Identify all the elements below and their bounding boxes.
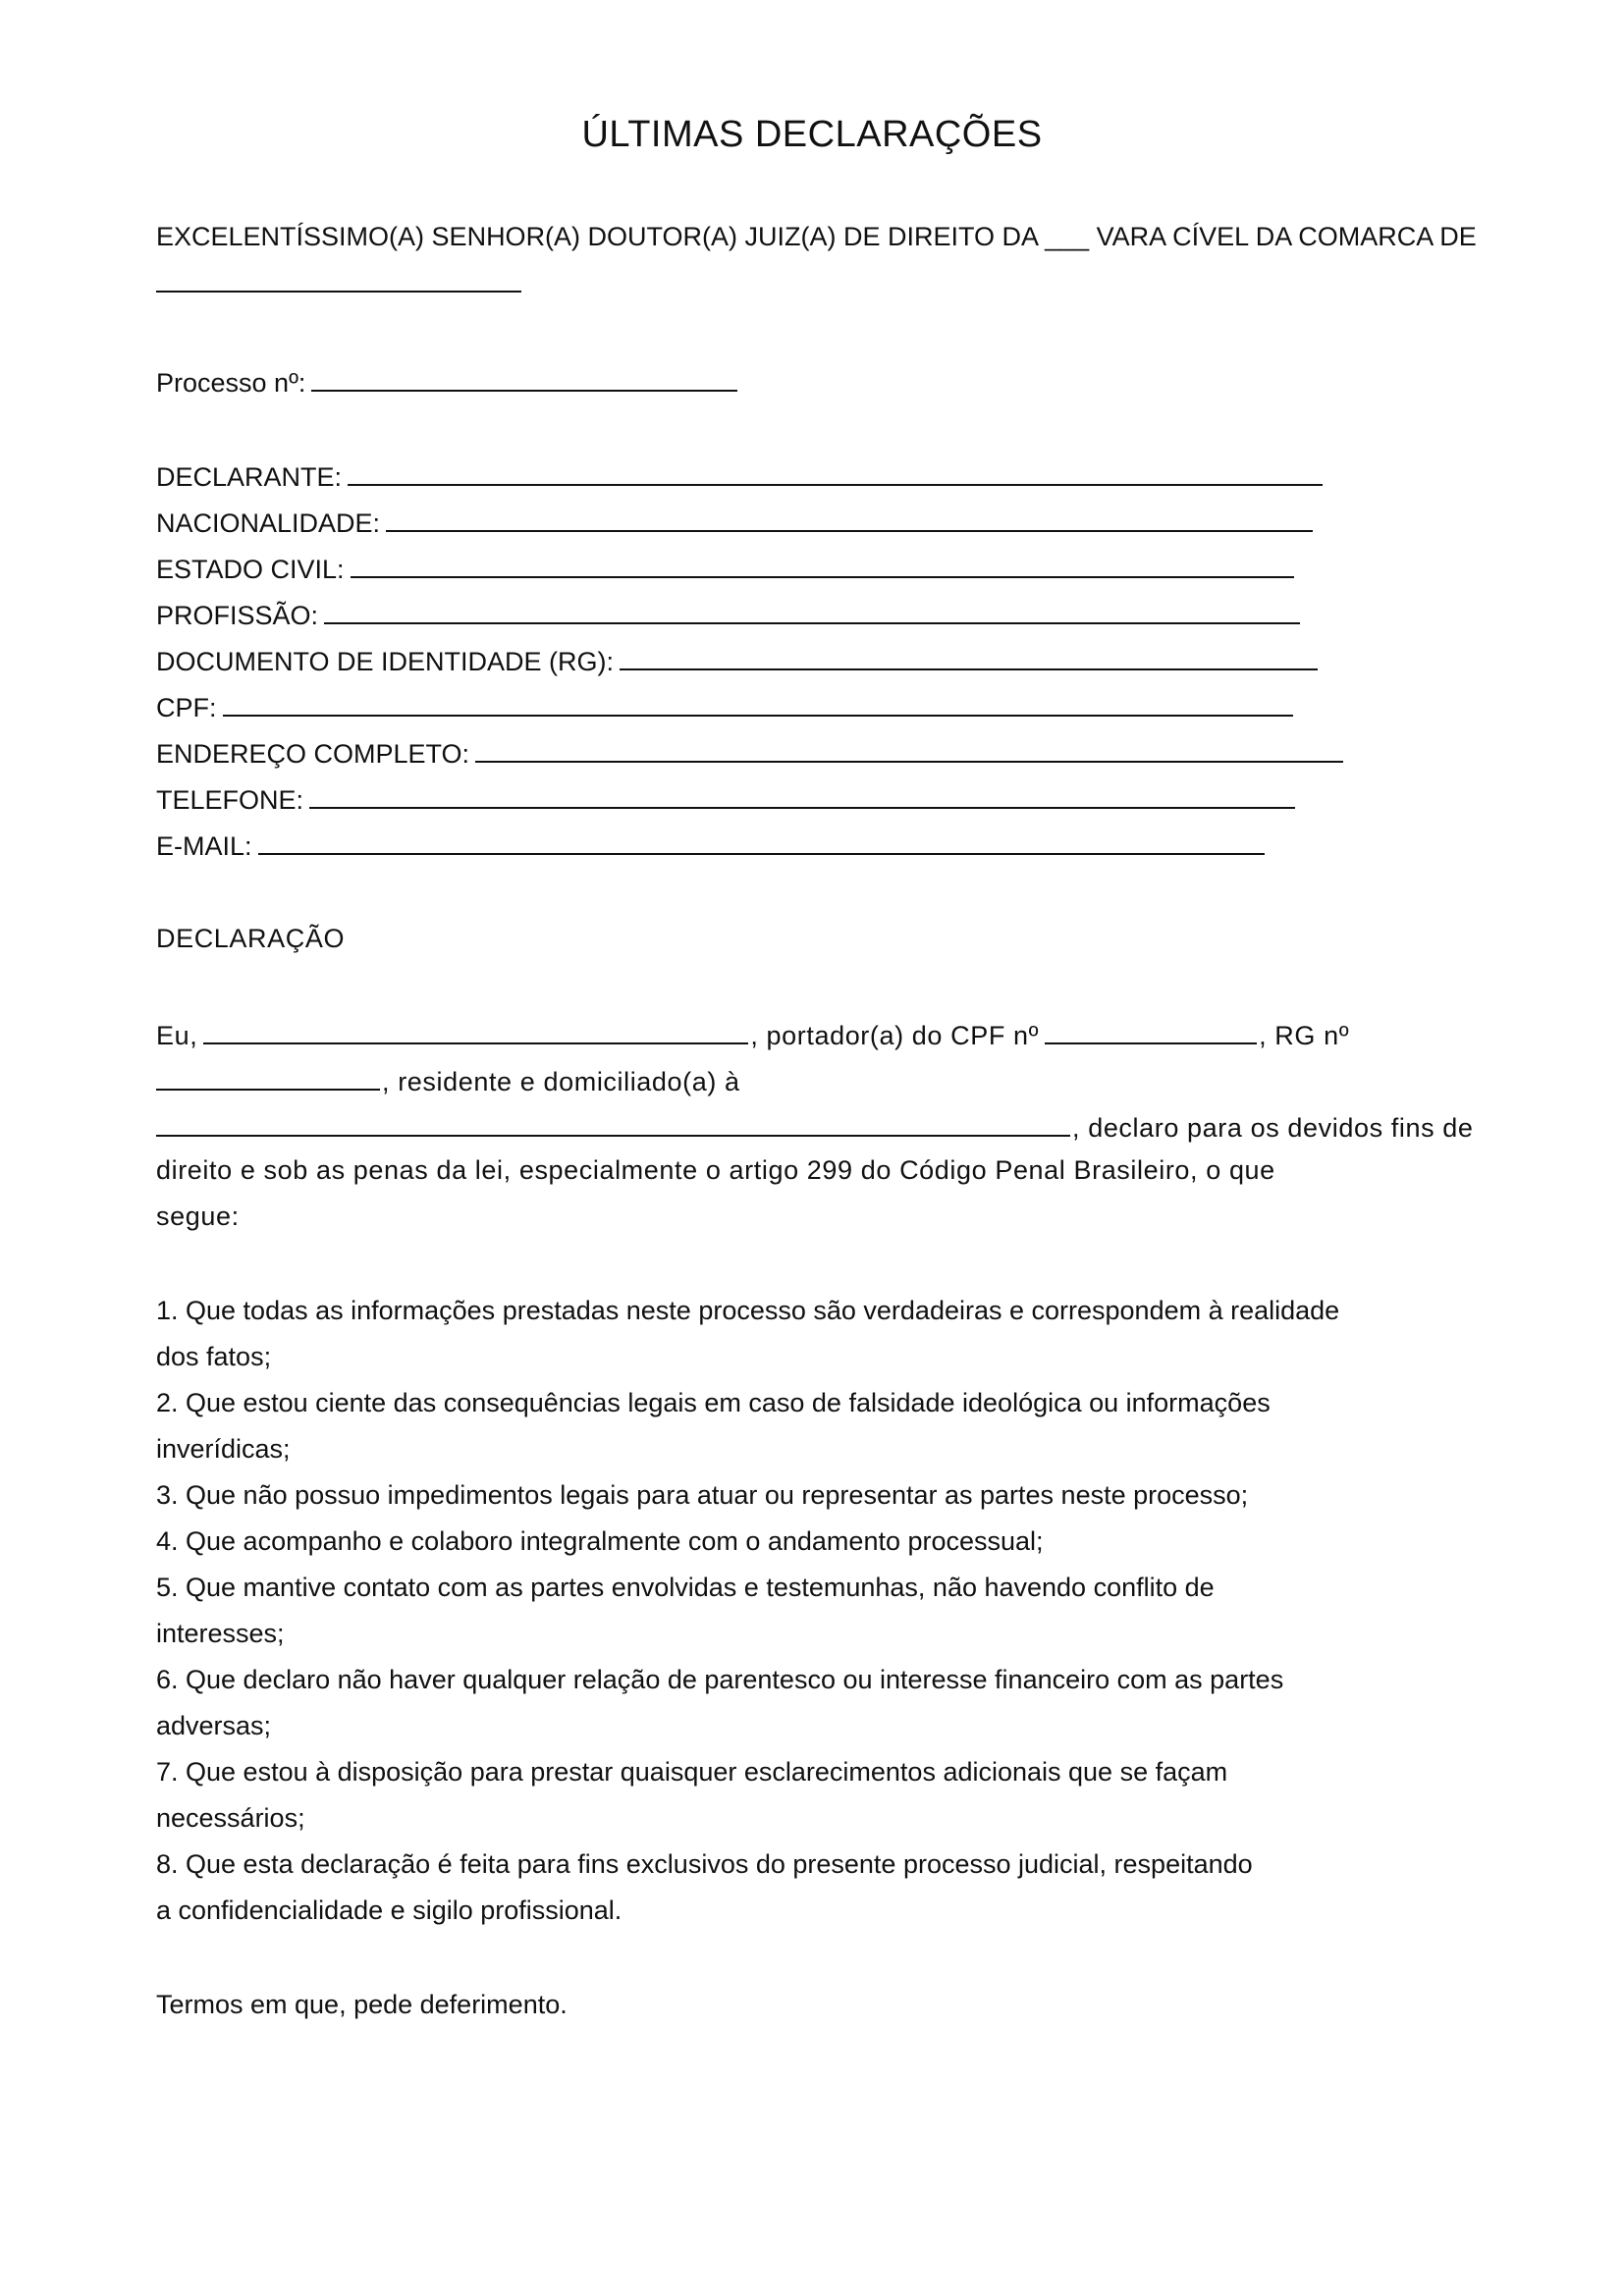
declaration-line-4: direito e sob as penas da lei, especialmente o artigo 299 do Código Penal Brasileiro, o que	[156, 1155, 1275, 1185]
field-blank[interactable]	[475, 735, 1343, 763]
list-item: dos fatos;	[156, 1342, 272, 1371]
comarca-blank[interactable]	[156, 265, 521, 293]
address-blank[interactable]	[156, 1109, 1070, 1137]
field-estado-civil	[156, 551, 1296, 585]
section-heading: DECLARAÇÃO	[156, 924, 346, 953]
cpf-blank[interactable]	[1045, 1017, 1257, 1044]
list-item: 1. Que todas as informações prestadas neste processo são verdadeiras e correspondem à realidade	[156, 1296, 1340, 1325]
declaration-line-2	[156, 1063, 740, 1097]
process-number-label: Processo nº:	[156, 368, 306, 398]
field-blank[interactable]	[386, 505, 1313, 532]
field-label: DECLARANTE:	[156, 462, 343, 492]
field-label: TELEFONE:	[156, 785, 304, 815]
field-label: DOCUMENTO DE IDENTIDADE (RG):	[156, 647, 615, 676]
field-telefone	[156, 781, 1297, 816]
closing-text: Termos em que, pede deferimento.	[156, 1990, 568, 2019]
declaration-portador: , portador(a) do CPF nº	[750, 1021, 1040, 1050]
process-number-row	[156, 364, 739, 399]
field-label: ENDEREÇO COMPLETO:	[156, 739, 470, 769]
field-blank[interactable]	[620, 643, 1318, 670]
declaration-eu: Eu,	[156, 1021, 198, 1050]
field-blank[interactable]	[309, 781, 1295, 809]
field-nacionalidade	[156, 505, 1315, 539]
list-item: 5. Que mantive contato com as partes envolvidas e testemunhas, não havendo conflito de	[156, 1573, 1215, 1602]
list-item: 3. Que não possuo impedimentos legais para atuar ou representar as partes neste processo;	[156, 1480, 1249, 1510]
field-blank[interactable]	[351, 551, 1294, 578]
rg-blank[interactable]	[156, 1063, 380, 1091]
field-endereco	[156, 735, 1345, 770]
field-blank[interactable]	[258, 828, 1265, 855]
list-item: inverídicas;	[156, 1434, 291, 1464]
field-documento	[156, 643, 1320, 677]
comarca-blank-line	[156, 265, 523, 299]
list-item: adversas;	[156, 1711, 272, 1740]
declaration-line-3	[156, 1109, 1474, 1144]
list-item: 8. Que esta declaração é feita para fins exclusivos do presente processo judicial, respeitando	[156, 1849, 1253, 1879]
field-profissao	[156, 597, 1302, 631]
field-declarante	[156, 458, 1325, 493]
field-label: NACIONALIDADE:	[156, 508, 381, 538]
list-item: 4. Que acompanho e colaboro integralmente com o andamento processual;	[156, 1526, 1044, 1556]
field-blank[interactable]	[348, 458, 1323, 486]
field-blank[interactable]	[223, 689, 1293, 717]
field-label: CPF:	[156, 693, 217, 722]
list-item: necessários;	[156, 1803, 305, 1833]
list-item: 6. Que declaro não haver qualquer relação de parentesco ou interesse financeiro com as partes	[156, 1665, 1284, 1694]
declaration-line-1	[156, 1017, 1349, 1051]
declaration-declaro: , declaro para os devidos fins de	[1072, 1113, 1474, 1143]
document-title: ÚLTIMAS DECLARAÇÕES	[581, 114, 1043, 155]
list-item: 2. Que estou ciente das consequências legais em caso de falsidade ideológica ou informações	[156, 1388, 1271, 1417]
list-item: interesses;	[156, 1619, 285, 1648]
field-cpf	[156, 689, 1295, 723]
name-blank[interactable]	[203, 1017, 748, 1044]
list-item: 7. Que estou à disposição para prestar quaisquer esclarecimentos adicionais que se façam	[156, 1757, 1228, 1787]
list-item: a confidencialidade e sigilo profissional.	[156, 1896, 623, 1925]
address-line: EXCELENTÍSSIMO(A) SENHOR(A) DOUTOR(A) JUIZ(A) DE DIREITO DA ___ VARA CÍVEL DA COMARCA DE	[156, 222, 1477, 251]
field-label: PROFISSÃO:	[156, 601, 319, 630]
declaration-line-5: segue:	[156, 1201, 240, 1231]
field-email	[156, 828, 1267, 862]
field-label: ESTADO CIVIL:	[156, 555, 345, 584]
field-label: E-MAIL:	[156, 831, 252, 861]
process-number-blank[interactable]	[311, 364, 737, 392]
declaration-rg: , RG nº	[1259, 1021, 1350, 1050]
declaration-residente: , residente e domiciliado(a) à	[382, 1067, 740, 1096]
field-blank[interactable]	[324, 597, 1300, 624]
